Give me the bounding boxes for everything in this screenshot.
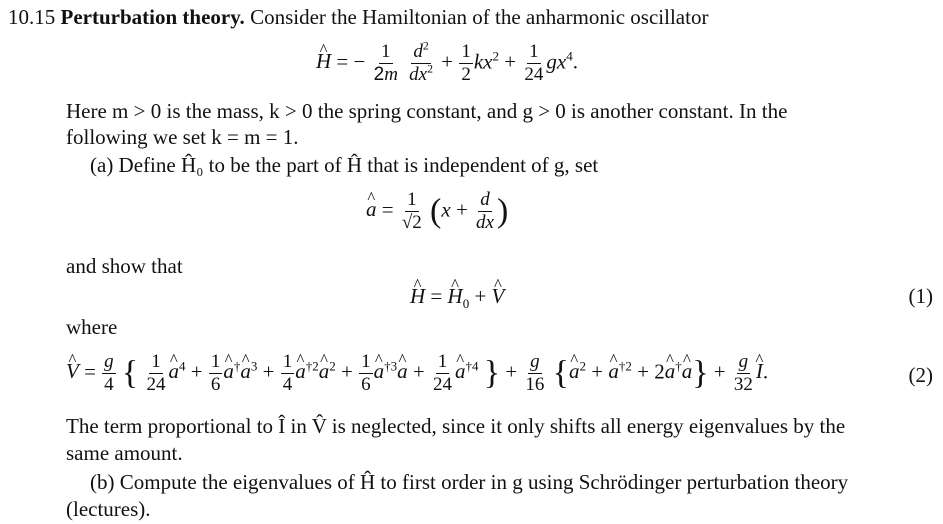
problem-number: 10.15 <box>8 5 56 29</box>
problem-intro: Consider the Hamiltonian of the anharmonic oscillator <box>250 5 709 29</box>
problem-header <box>8 7 708 28</box>
part-a-text: (a) Define Ĥ₀ to be the part of Ĥ that is independent of g, set <box>90 153 599 177</box>
and-show-that-text: and show that <box>66 254 183 278</box>
part-b-line-1: (b) Compute the eigenvalues of Ĥ to first order in g using Schrödinger perturbation theory <box>90 470 849 494</box>
equation-2: ^ V = $\frac{g}{4}$ { $\frac{1}{24}$ ^ $a^4$ + $\frac{1}{6}$ ^ a†^ $a^3$ + $\frac{1}{4}$ ^ $a^{\dagger 2}\^{}$ $a^2$ + $\frac{1}{6}$ ^ $a^{\dagger 3}\^{}$ a + $\frac{1}{24}$ ^ $a^{\dagger 4}$ } + $\frac{g}{16}$ {^ $a^2$ + ^ $a^{\dagger 2}$ + 2^ a†^ a} + $\frac{g}{32}$ ^ I. <box>66 352 768 395</box>
paragraph-1-line-1: Here m > 0 is the mass, k > 0 the spring constant, and g > 0 is another constant. In the <box>66 99 788 123</box>
a-hat-definition: ^ a = $\frac{1}{√2}$ (x + $\frac{d}{dx}$ ) <box>366 190 508 233</box>
hamiltonian-equation: ^ H = − $\frac{1}{2m}$ $\frac{d^2}{dx^2}$ + $\frac{1}{2}$ $kx^2$ + $\frac{1}{24}$ $gx^4$. <box>316 42 578 85</box>
paragraph-2-line-2: same amount. <box>66 441 183 465</box>
equation-1-number: (1) <box>908 284 933 308</box>
problem-title: Perturbation theory. <box>60 5 245 29</box>
paragraph-1-line-2: following we set k = m = 1. <box>66 125 299 149</box>
where-text: where <box>66 315 118 339</box>
paragraph-2-line-1: The term proportional to Î in V̂ is neglected, since it only shifts all energy eigenvalues by the <box>66 414 846 438</box>
equation-2-number: (2) <box>908 363 933 387</box>
part-b-line-2: (lectures). <box>66 497 151 521</box>
equation-1: ^ H = ^ $H_0$ + ^ V <box>410 286 504 307</box>
